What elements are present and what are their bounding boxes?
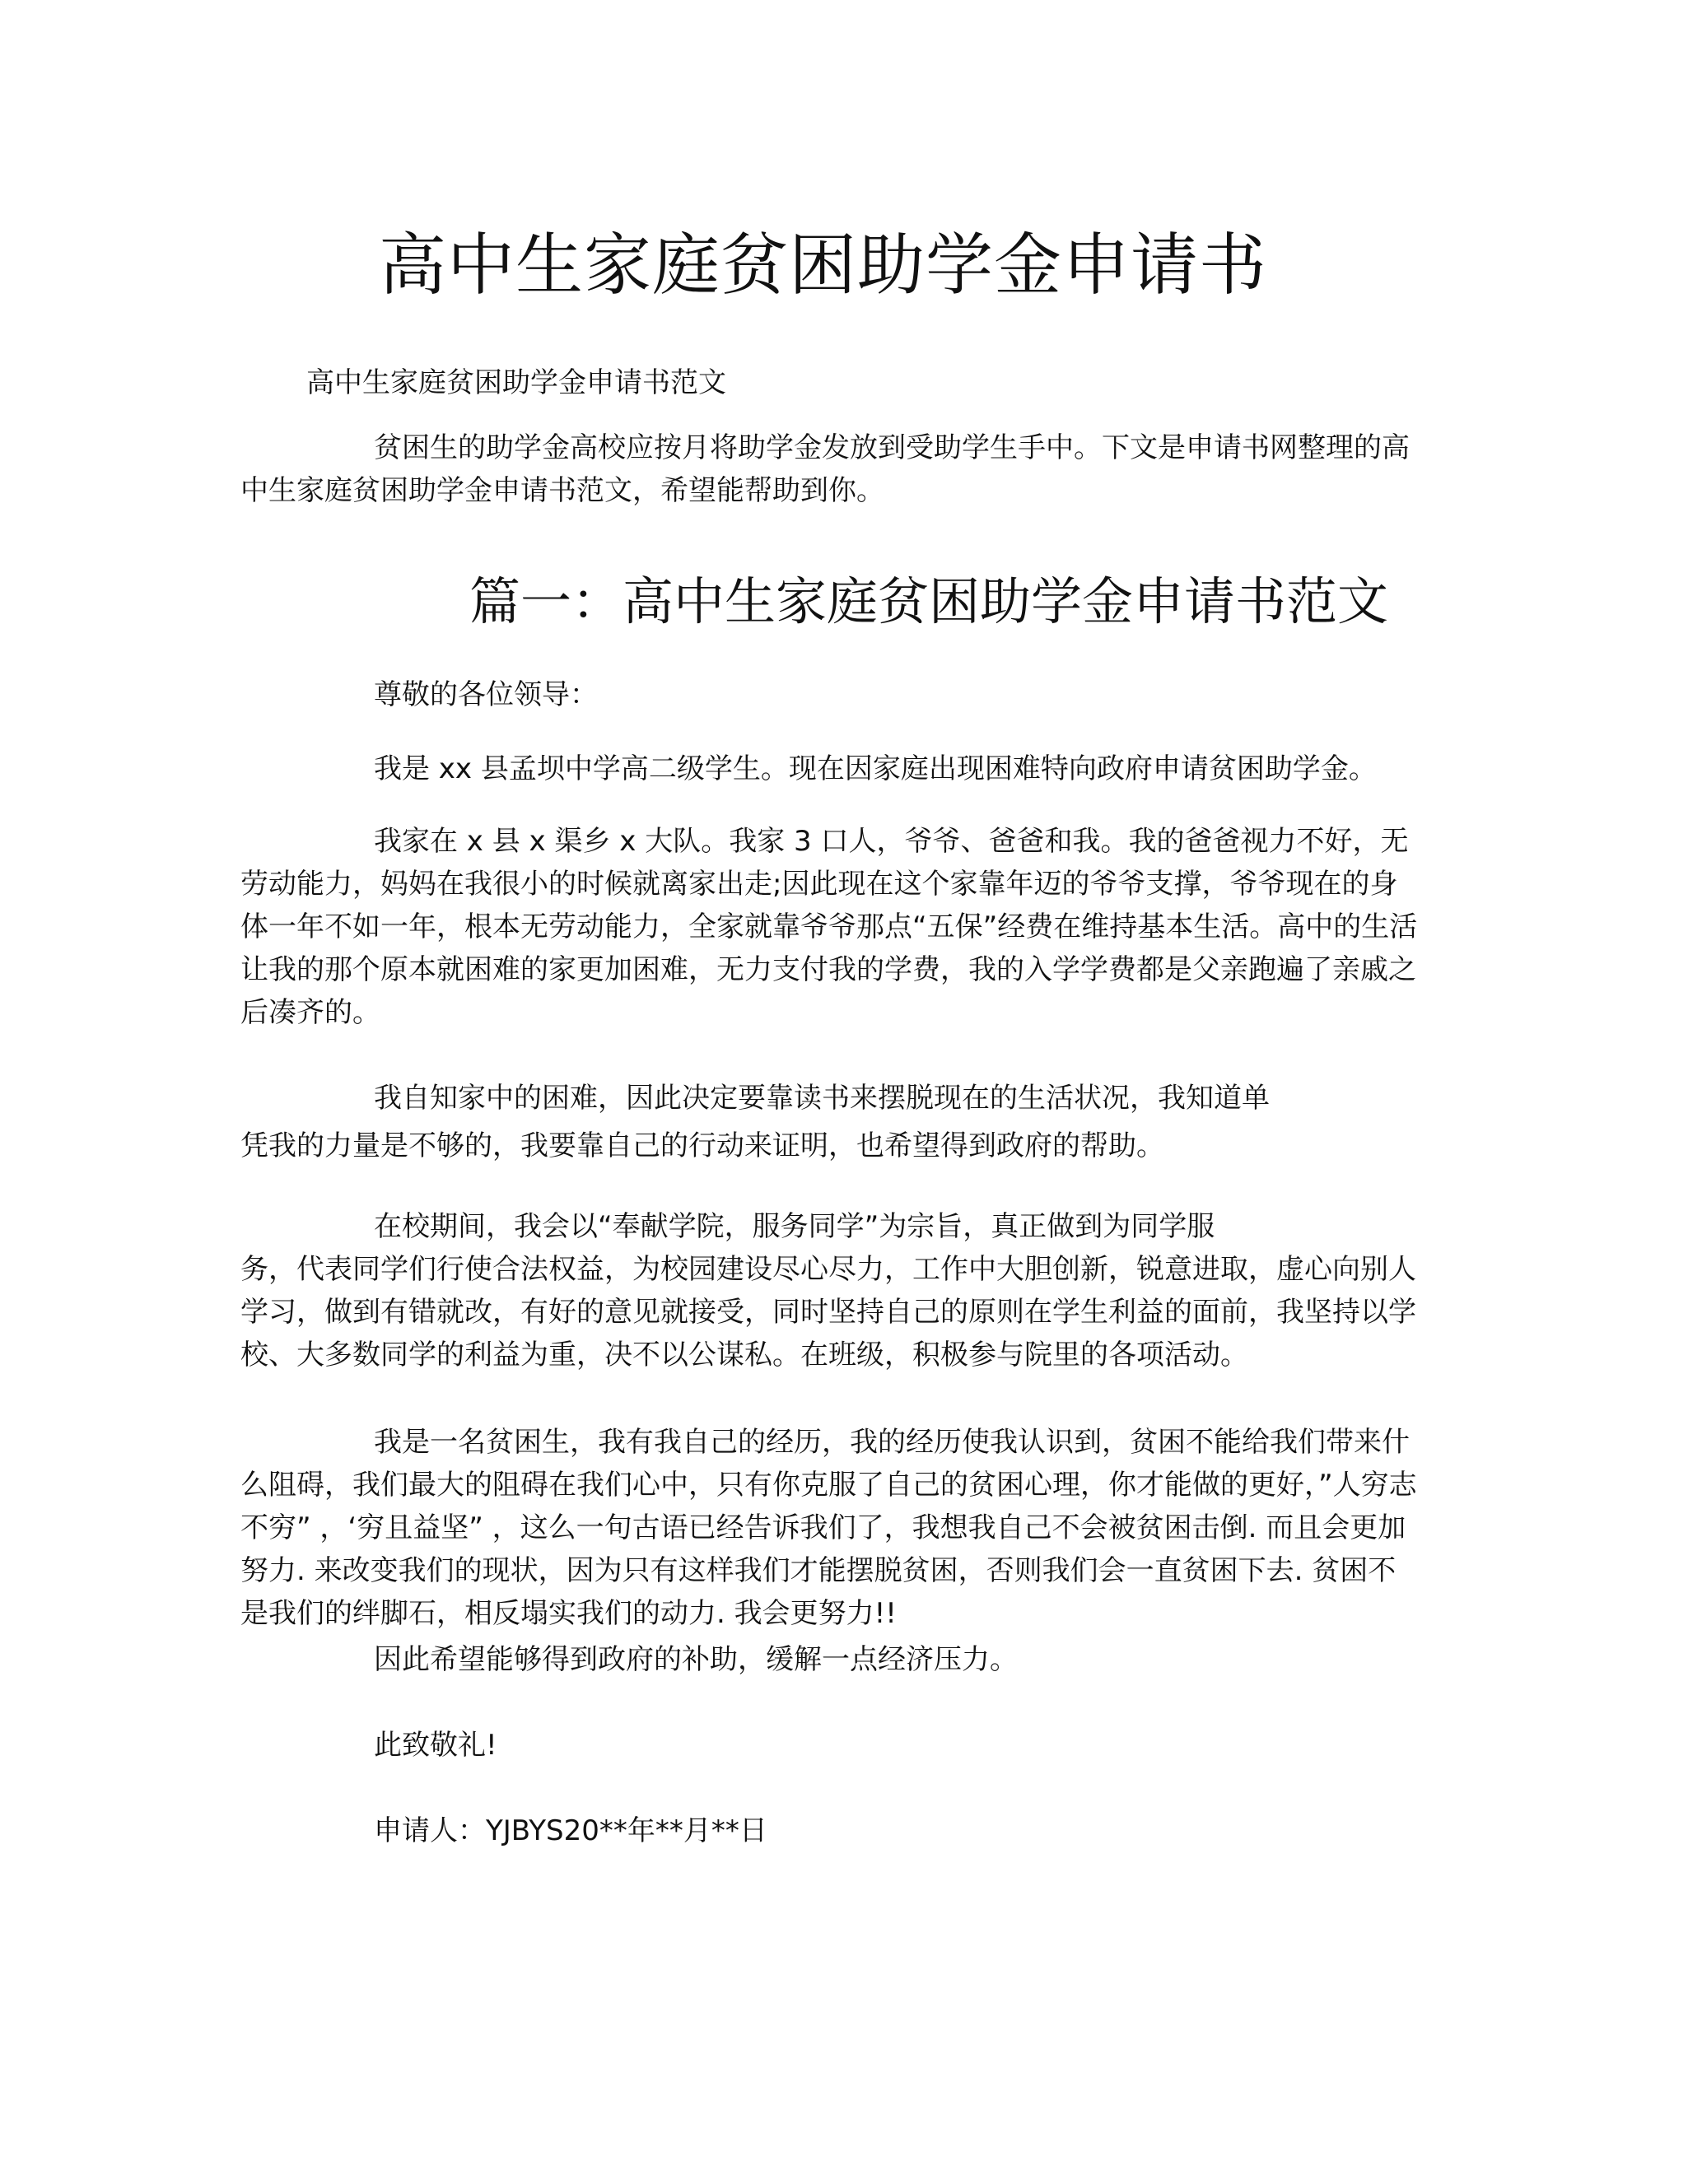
paragraph-5: 我是一名贫困生，我有我自己的经历，我的经历使我认识到，贫困不能给我们带来什么阻碍，我们最大的阻碍在我们心中，只有你克服了自己的贫困心理，你才能做的更好，”人穷志不穷” ，‘穷且益坚” ，这么一句古语已经告诉我们了，我想我自己不会被贫困击倒. 而且会更加努力. 来改变我们的现状，因为只有这样我们才能摆脱贫困，否则我们会一直贫困下去. 贫困不是我们的绊脚石，相反塌实我们的动力. 我会更努力!!	[240, 1426, 1417, 1630]
document-subtitle: 高中生家庭贫困助学金申请书范文	[306, 366, 726, 399]
document-title: 高中生家庭贫困助学金申请书	[379, 226, 1268, 305]
paragraph-2: 我家在 x 县 x 渠乡 x 大队。我家 3 口人，爷爷、爸爸和我。我的爸爸视力不好，无劳动能力，妈妈在我很小的时候就离家出走;因此现在这个家靠年迈的爷爷支撑，爷爷现在的身体一年不如一年，根本无劳动能力，全家就靠爷爷那点“五保”经费在维持基本生活。高中的生活让我的那个原本就困难的家更加困难，无力支付我的学费，我的入学学费都是父亲跑遍了亲戚之后凑齐的。	[240, 825, 1418, 1029]
paragraph-1: 我是 xx 县孟坝中学高二级学生。现在因家庭出现困难特向政府申请贫困助学金。	[374, 752, 1377, 785]
paragraph-4-rest: 务，代表同学们行使合法权益，为校园建设尽心尽力，工作中大胆创新，锐意进取，虚心向别人学习，做到有错就改，有好的意见就接受，同时坚持自己的原则在学生利益的面前，我坚持以学校、大多数同学的利益为重，决不以公谋私。在班级，积极参与院里的各项活动。	[240, 1253, 1416, 1371]
paragraph-4-line-1: 在校期间，我会以“奉献学院，服务同学”为宗旨，真正做到为同学服	[374, 1210, 1215, 1243]
salutation: 尊敬的各位领导：	[374, 678, 598, 711]
paragraph-3-line-1: 我自知家中的困难，因此决定要靠读书来摆脱现在的生活状况，我知道单	[374, 1082, 1270, 1115]
signature: 申请人：YJBYS20**年**月**日	[374, 1814, 767, 1847]
closing: 此致敬礼!	[374, 1729, 497, 1762]
paragraph-6: 因此希望能够得到政府的补助，缓解一点经济压力。	[374, 1643, 1018, 1676]
paragraph-3	[240, 1077, 1420, 1167]
paragraph-3-line-2: 凭我的力量是不够的，我要靠自己的行动来证明，也希望得到政府的帮助。	[240, 1129, 1164, 1162]
paragraph-4	[240, 1205, 1420, 1376]
intro-paragraph: 贫困生的助学金高校应按月将助学金发放到受助学生手中。下文是申请书网整理的高中生家庭贫困助学金申请书范文，希望能帮助到你。	[240, 431, 1410, 507]
section-title: 篇一：高中生家庭贫困助学金申请书范文	[469, 571, 1389, 631]
